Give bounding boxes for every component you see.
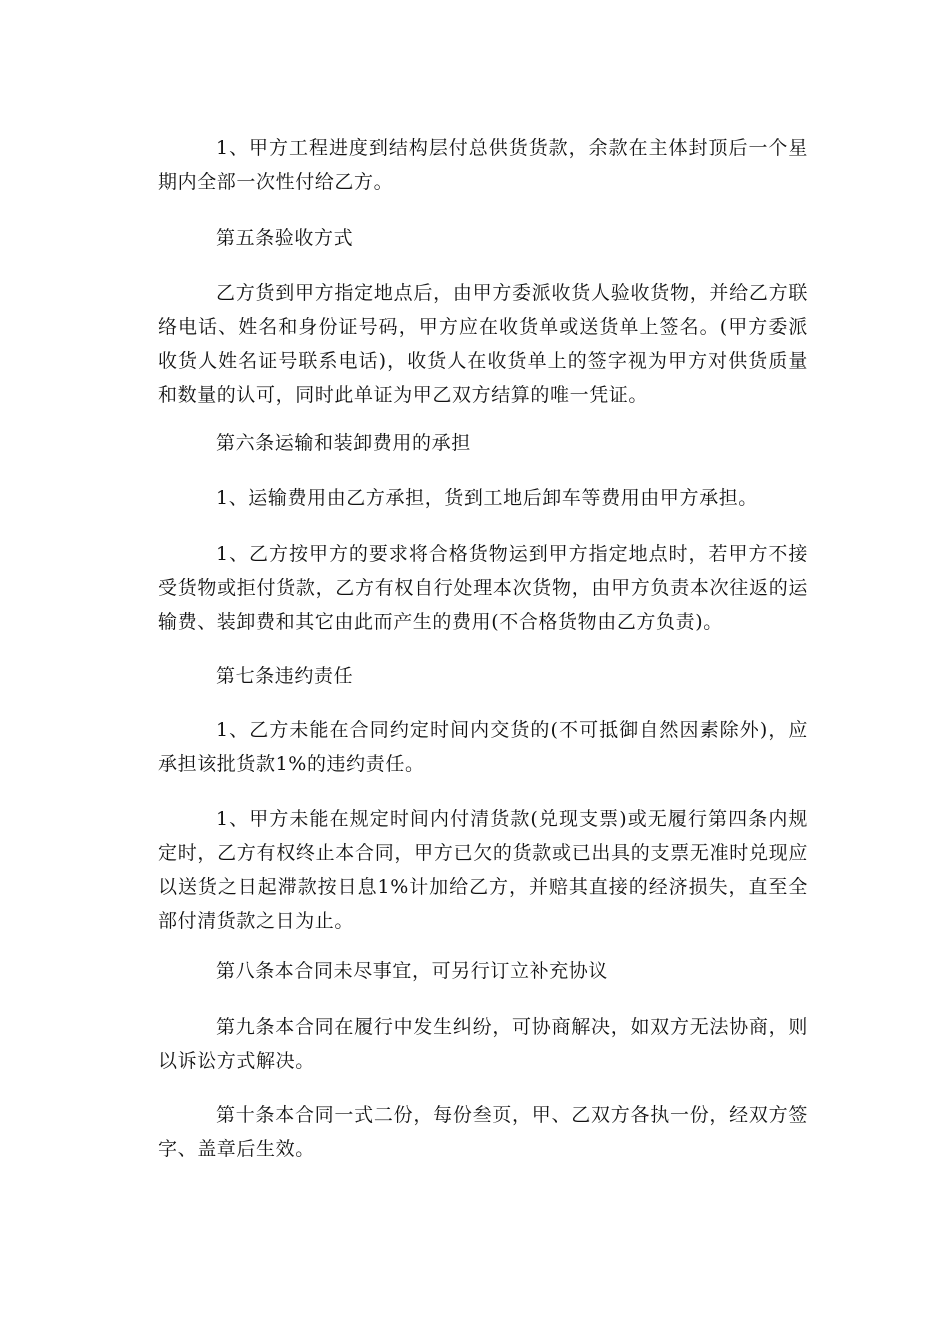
paragraph-transport-cost: 1、运输费用由乙方承担，货到工地后卸车等费用由甲方承担。: [216, 487, 758, 509]
heading-article-5: 第五条验收方式: [216, 227, 354, 249]
heading-article-6: 第六条运输和装卸费用的承担: [216, 432, 471, 454]
heading-article-7: 第七条违约责任: [216, 665, 354, 687]
paragraph-seller-breach: 1、乙方未能在合同约定时间内交货的(不可抵御自然因素除外)，应承担该批货款1%的违约责任。: [158, 719, 808, 775]
paragraph-buyer-breach: 1、甲方未能在规定时间内付清货款(兑现支票)或无履行第四条内规定时，乙方有权终止本合同，甲方已欠的货款或已出具的支票无准时兑现应以送货之日起滞款按日息1%计加给乙方，并赔其直接的经济损失，直至全部付清货款之日为止。: [158, 808, 808, 932]
paragraph-payment-terms: 1、甲方工程进度到结构层付总供货货款，余款在主体封顶后一个星期内全部一次性付给乙方。: [158, 137, 808, 193]
paragraph-delivery-refusal: 1、乙方按甲方的要求将合格货物运到甲方指定地点时，若甲方不接受货物或拒付货款，乙方有权自行处理本次货物，由甲方负责本次往返的运输费、装卸费和其它由此而产生的费用(不合格货物由乙方负责)。: [158, 543, 808, 633]
paragraph-article-9: 第九条本合同在履行中发生纠纷，可协商解决，如双方无法协商，则以诉讼方式解决。: [158, 1016, 808, 1072]
paragraph-acceptance: 乙方货到甲方指定地点后，由甲方委派收货人验收货物，并给乙方联络电话、姓名和身份证号码，甲方应在收货单或送货单上签名。(甲方委派收货人姓名证号联系电话)，收货人在收货单上的签字视为甲方对供货质量和数量的认可，同时此单证为甲乙双方结算的唯一凭证。: [158, 282, 808, 406]
paragraph-article-10: 第十条本合同一式二份，每份叁页，甲、乙双方各执一份，经双方签字、盖章后生效。: [158, 1104, 808, 1160]
heading-article-8: 第八条本合同未尽事宜，可另行订立补充协议: [216, 960, 609, 982]
